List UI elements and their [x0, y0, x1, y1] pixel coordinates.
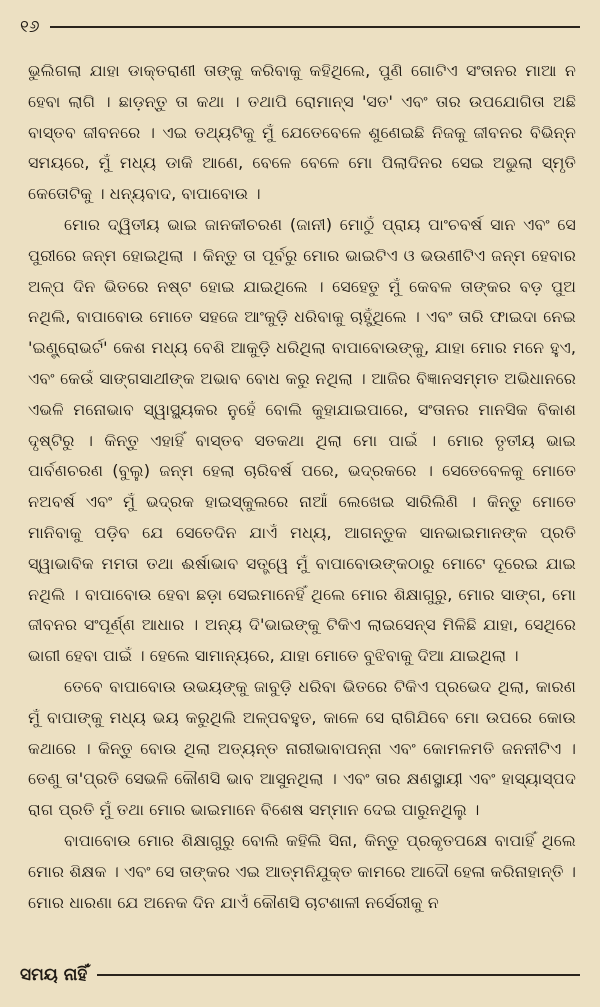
paragraph: ବାପାବୋଉ ମୋର ଶିକ୍ଷାଗୁରୁ ବୋଲି କହିଲି ସିନା, କିନ୍ତୁ ପ୍ରକୃତପକ୍ଷେ ବାପାହିଁ ଥିଲେ ମୋର ଶିକ୍ଷକ । ଏବଂ ସେ ତାଙ୍କର ଏଇ ଆତ୍ମନିଯୁକ୍ତ କାମରେ ଆଦୌ ହେଳା କରିନାହାନ୍ତି । ମୋର ଧାରଣା ଯେ ଅନେକ ଦିନ ଯାଏଁ କୌଣସି ଚାଟଶାଳୀ ନର୍ସେରୀକୁ ନ: [28, 830, 576, 912]
paragraph: ଭୁଲିଗଲା ଯାହା ଡାକ୍ତରାଣୀ ତାଙ୍କୁ କରିବାକୁ କହିଥିଲେ, ପୁଣି ଗୋଟିଏ ସଂତାନର ମାଆ ନ ହେବା ଲାଗି । ଛାଡ଼ନ୍ତୁ ତା କଥା । ତଥାପି ରୋମାନ୍ସ 'ସତ' ଏବଂ ତାର ଉପଯୋଗିତା ଅଛି ବାସ୍ତବ ଜୀବନରେ । ଏଇ ତଥ୍ୟଟିକୁ ମୁଁ ଯେତେବେଳେ ଶୁଣେଇଛି ନିଜକୁ ଜୀବନର ବିଭିନ୍ନ ସମୟରେ, ମୁଁ ମଧ୍ୟ ଡାକି ଆଣେ, ବେଳେ ବେଳେ ମୋ ପିଲାଦିନର ସେଇ ଅଭୁଲା ସ୍ମୃତି କେତୋଟିକୁ । ଧନ୍ୟବାଦ, ବାପାବୋଉ ।: [28, 61, 576, 204]
paragraph: ତେବେ ବାପାବୋଉ ଉଭୟଙ୍କୁ ଜାବୁଡ଼ି ଧରିବା ଭିତରେ ଟିକିଏ ପ୍ରଭେଦ ଥିଲା, କାରଣ ମୁଁ ବାପାଙ୍କୁ ମଧ୍ୟ ଭୟ କରୁଥିଲି ଅଳ୍ପବହୁତ, କାଳେ ସେ ରାଗିଯିବେ ମୋ ଉପରେ କୋଉ କଥାରେ । କିନ୍ତୁ ବୋଉ ଥିଲା ଅତ୍ୟନ୍ତ ନାରୀଭାବାପନ୍ନା ଏବଂ କୋମଳମତି ଜନନୀଟିଏ । ତେଣୁ ତା'ପ୍ରତି ସେଭଳି କୌଣସି ଭାବ ଆସୁନଥିଲା । ଏବଂ ତାର କ୍ଷଣସ୍ଥାୟୀ ଏବଂ ହାସ୍ୟାସ୍ପଦ ରାଗ ପ୍ରତି ମୁଁ ତଥା ମୋର ଭାଇମାନେ ବିଶେଷ ସମ୍ମାନ ଦେଇ ପାରୁନଥିଲୁ ।: [28, 676, 576, 820]
page-header: [20, 12, 580, 42]
body-text: [28, 56, 576, 918]
header-rule: [50, 26, 580, 28]
page-footer: [20, 960, 580, 990]
paragraph: ମୋର ଦ୍ୱିତୀୟ ଭାଇ ଜାନକୀଚରଣ (ଜାନୀ) ମୋଠୁଁ ପ୍ରାୟ ପାଂଚବର୍ଷ ସାନ ଏବଂ ସେ ପୁରୀରେ ଜନ୍ମ ହୋଇଥିଲା । କିନ୍ତୁ ତା ପୂର୍ବରୁ ମୋର ଭାଇଟିଏ ଓ ଭଉଣୀଟିଏ ଜନ୍ମ ହେବାର ଅଳ୍ପ ଦିନ ଭିତରେ ନଷ୍ଟ ହୋଇ ଯାଇଥିଲେ । ସେହେତୁ ମୁଁ କେବଳ ତାଙ୍କର ବଡ଼ ପୁଅ ନଥିଲି, ବାପାବୋଉ ମୋତେ ସହଜେ ଆଂକୁଡ଼ି ଧରିବାକୁ ଚାହୁଁଥିଲେ । ଏବଂ ତାରି ଫାଇଦା ନେଇ 'ଇଣ୍ଟ୍ରୋଭର୍ଟ' କେଶ ମଧ୍ୟ ବେଶି ଆକୁଡ଼ି ଧରିଥିଲା ବାପାବୋଉଙ୍କୁ, ଯାହା ମୋର ମନେ ହୁଏ, ଏବଂ କେଉଁ ସାଙ୍ଗସାଥୀଙ୍କ ଅଭାବ ବୋଧ କରୁ ନଥିଲା । ଆଜିର ବିଜ୍ଞାନସମ୍ମତ ଅଭିଧାନରେ ଏଭଳି ମନୋଭାବ ସ୍ୱାସ୍ଥ୍ୟକର ନୁହେଁ ବୋଲି କୁହାଯାଇପାରେ, ସଂତାନର ମାନସିକ ବିକାଶ ଦୃଷ୍ଟିରୁ । କିନ୍ତୁ ଏହାହିଁ ବାସ୍ତବ ସତକଥା ଥିଲା ମୋ ପାଇଁ । ମୋର ତୃତୀୟ ଭାଇ ପାର୍ବଣଚରଣ (ବୁଲୁ) ଜନ୍ମ ହେଲା ଚାରିବର୍ଷ ପରେ, ଭଦ୍ରକରେ । ସେତେବେଳକୁ ମୋତେ ନଅବର୍ଷ ଏବଂ ମୁଁ ଭଦ୍ରକ ହାଇସ୍କୁଲରେ ନାଆଁ ଲେଖେଇ ସାରିଲିଣି । କିନ୍ତୁ ମୋତେ ମାନିବାକୁ ପଡ଼ିବ ଯେ ସେତେଦିନ ଯାଏଁ ମଧ୍ୟ, ଆଗନ୍ତୁକ ସାନଭାଇମାନଙ୍କ ପ୍ରତି ସ୍ୱାଭାବିକ ମମତା ତଥା ଈର୍ଷାଭାବ ସତ୍ତ୍ୱେ ମୁଁ ବାପାବୋଉଙ୍କଠାରୁ ମୋଟେ ଦୂରେଇ ଯାଇ ନଥିଲି । ବାପାବୋଉ ହେବା ଛଡ଼ା ସେଇମାନେହିଁ ଥିଲେ ମୋର ଶିକ୍ଷାଗୁରୁ, ମୋର ସାଙ୍ଗ, ମୋ ଜୀବନର ସଂପୂର୍ଣ୍ଣ ଆଧାର । ଅନ୍ୟ ଦି'ଭାଇଙ୍କୁ ଟିକିଏ ଲାଇସେନ୍ସ ମିଳିଛି ଯାହା, ସେଥିରେ ଭାଗୀ ହେବା ପାଇଁ । ହେଲେ ସାମାନ୍ୟରେ, ଯାହା ମୋତେ ବୁଝିବାକୁ ଦିଆ ଯାଇଥିଲା ।: [28, 214, 576, 666]
footer-rule: [97, 974, 580, 976]
running-footer-title: ସମୟ ନାହିଁ: [20, 965, 88, 985]
page-number: ୧୬: [20, 17, 40, 37]
